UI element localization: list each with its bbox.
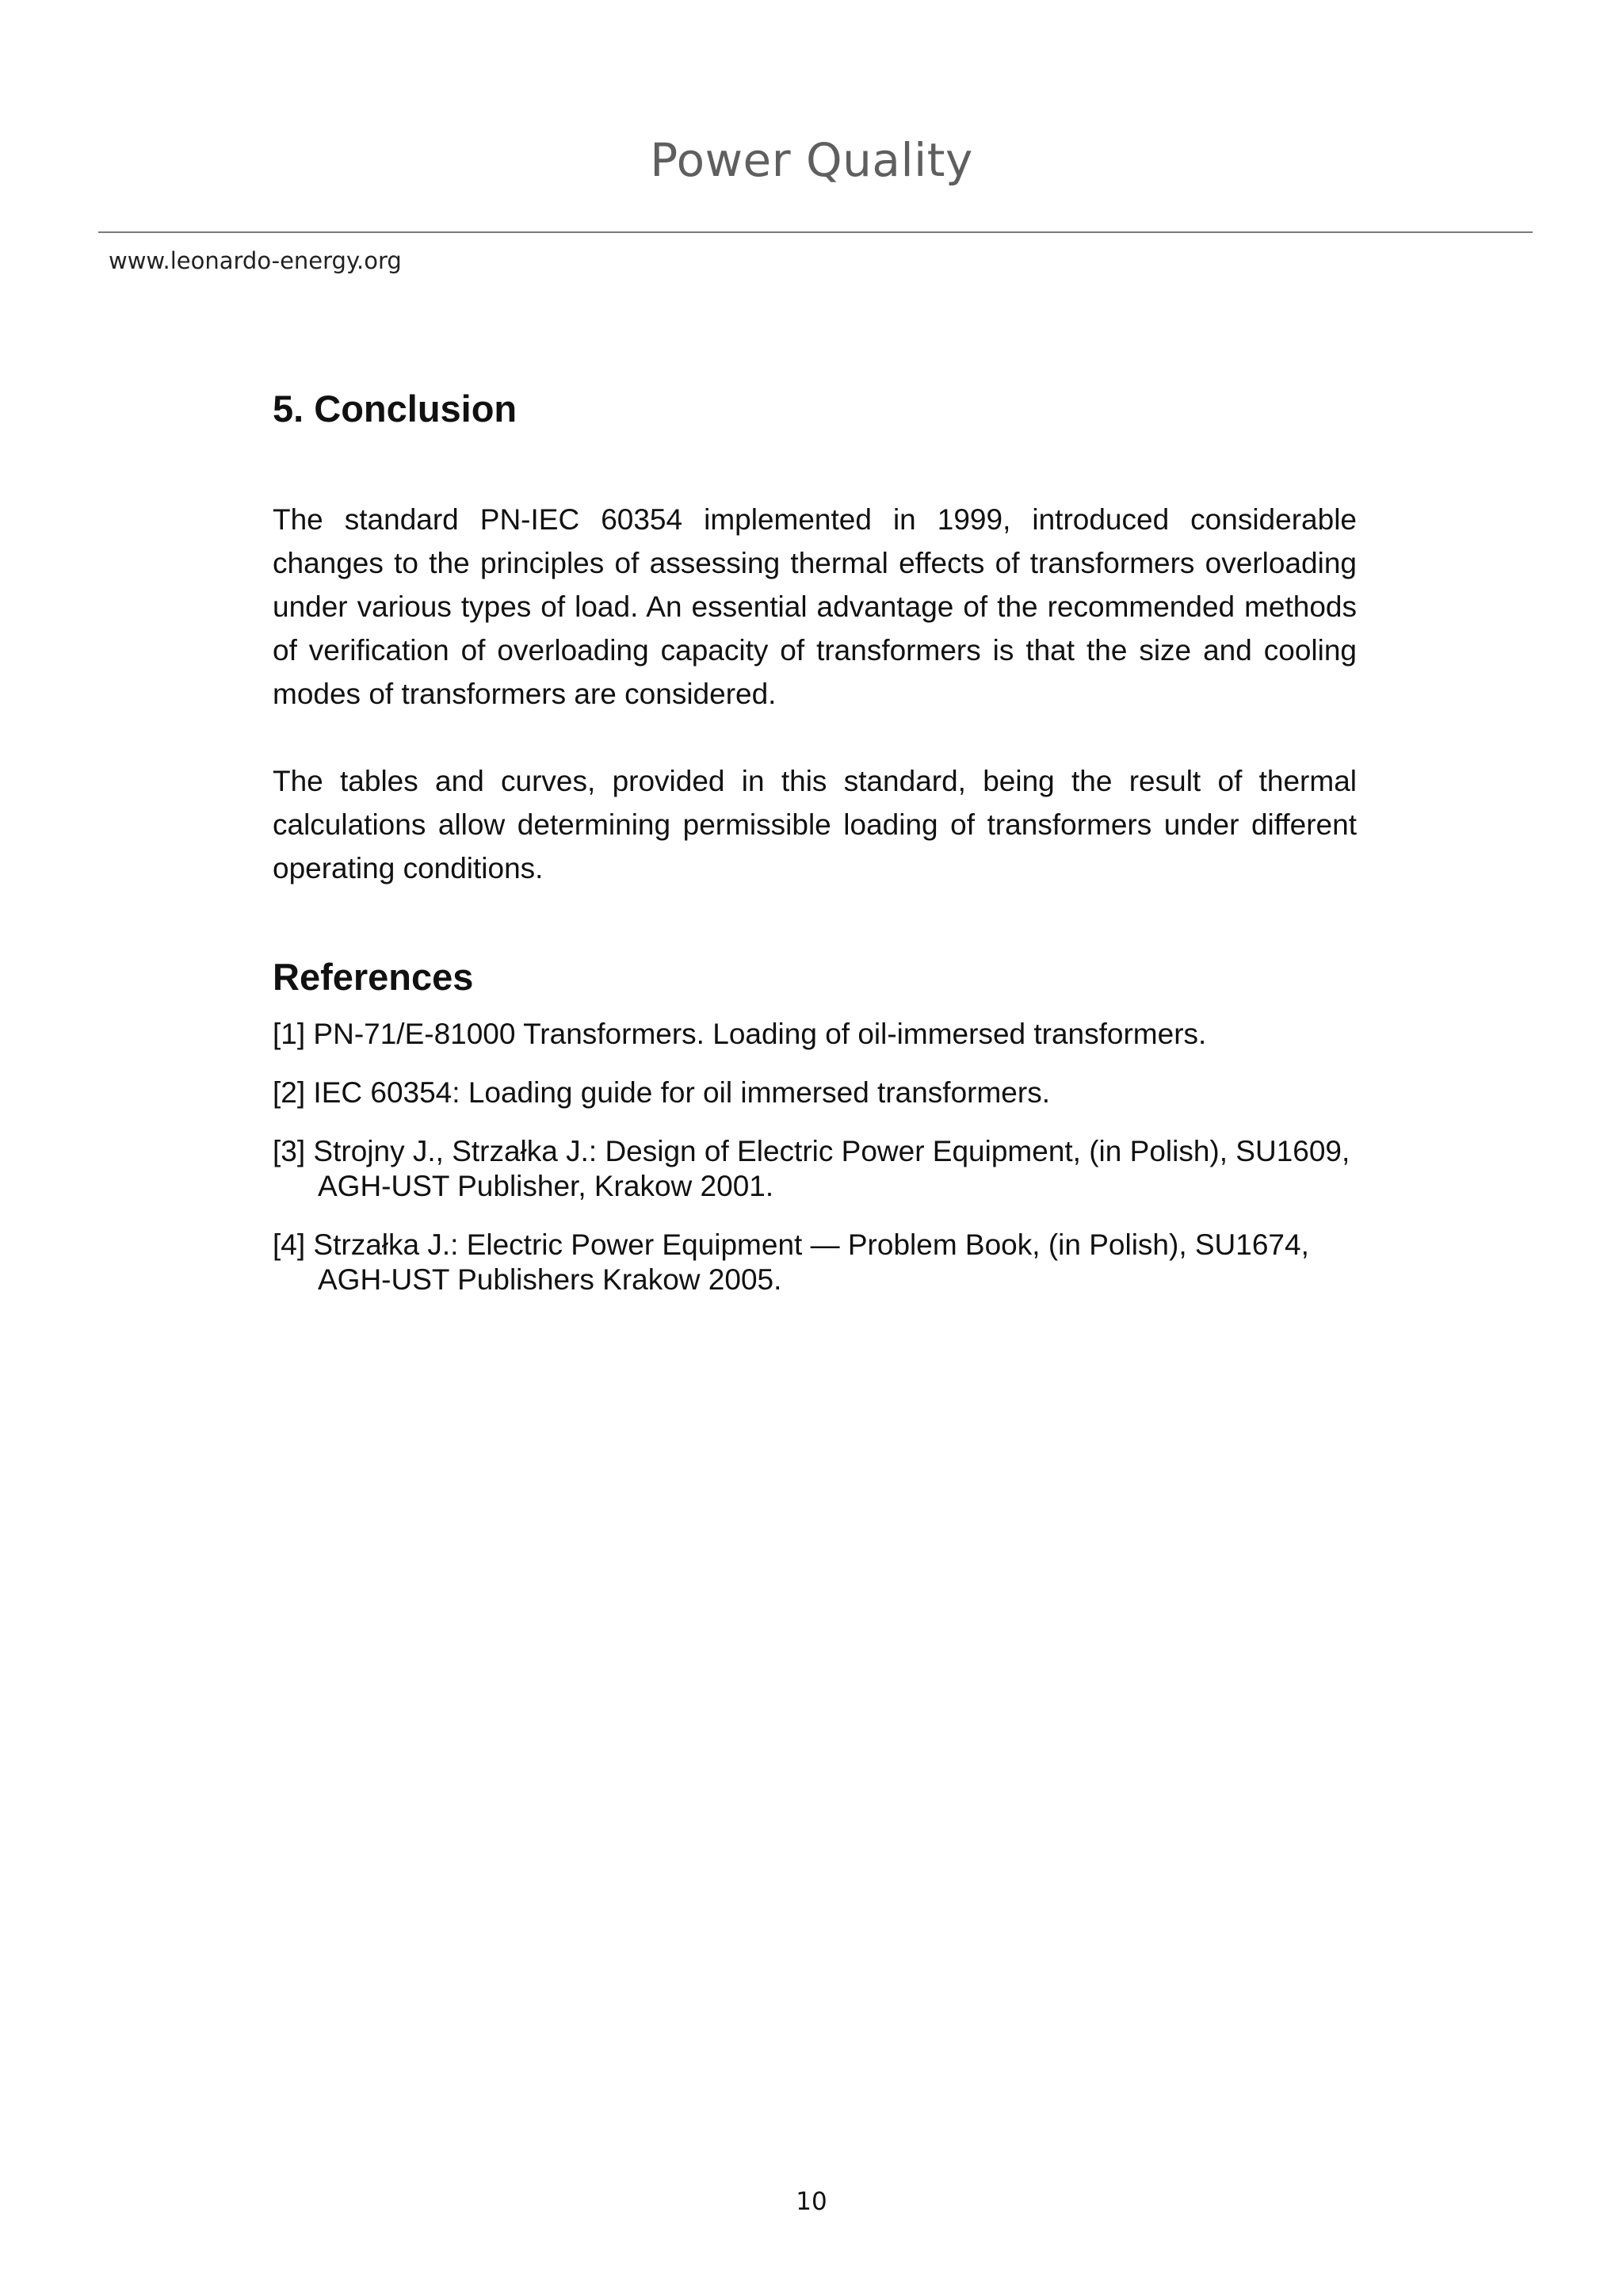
conclusion-paragraph: The standard PN-IEC 60354 implemented in 1999, introduced considerable changes to the principles of assessing thermal effects of transformers overloading under various types of load. An essential advantage of the recommended methods of verification of overloading capacity of transformers is that the size and cooling modes of transformers are considered. (273, 503, 1357, 710)
reference-item: [4] Strzałka J.: Electric Power Equipment — Problem Book, (in Polish), SU1674, AGH-UST Publishers Krakow 2005. (273, 1228, 1309, 1296)
header-divider (98, 231, 1533, 233)
header-url: www.leonardo-energy.org (109, 247, 402, 274)
document-body (273, 380, 1357, 1321)
header-title: Power Quality (650, 133, 973, 187)
reference-item: [1] PN-71/E-81000 Transformers. Loading of oil-immersed transformers. (273, 1018, 1207, 1050)
page-number: 10 (796, 2187, 827, 2216)
reference-item: [3] Strojny J., Strzałka J.: Design of Electric Power Equipment, (in Polish), SU1609, AGH-UST Publisher, Krakow 2001. (273, 1135, 1350, 1202)
conclusion-heading: 5. Conclusion (273, 388, 517, 430)
references-heading: References (273, 956, 474, 998)
reference-item: [2] IEC 60354: Loading guide for oil immersed transformers. (273, 1076, 1050, 1109)
conclusion-paragraph: The tables and curves, provided in this standard, being the result of thermal calculations allow determining permissible loading of transformers under different operating conditions. (273, 765, 1357, 884)
references-list (273, 1017, 1357, 1297)
